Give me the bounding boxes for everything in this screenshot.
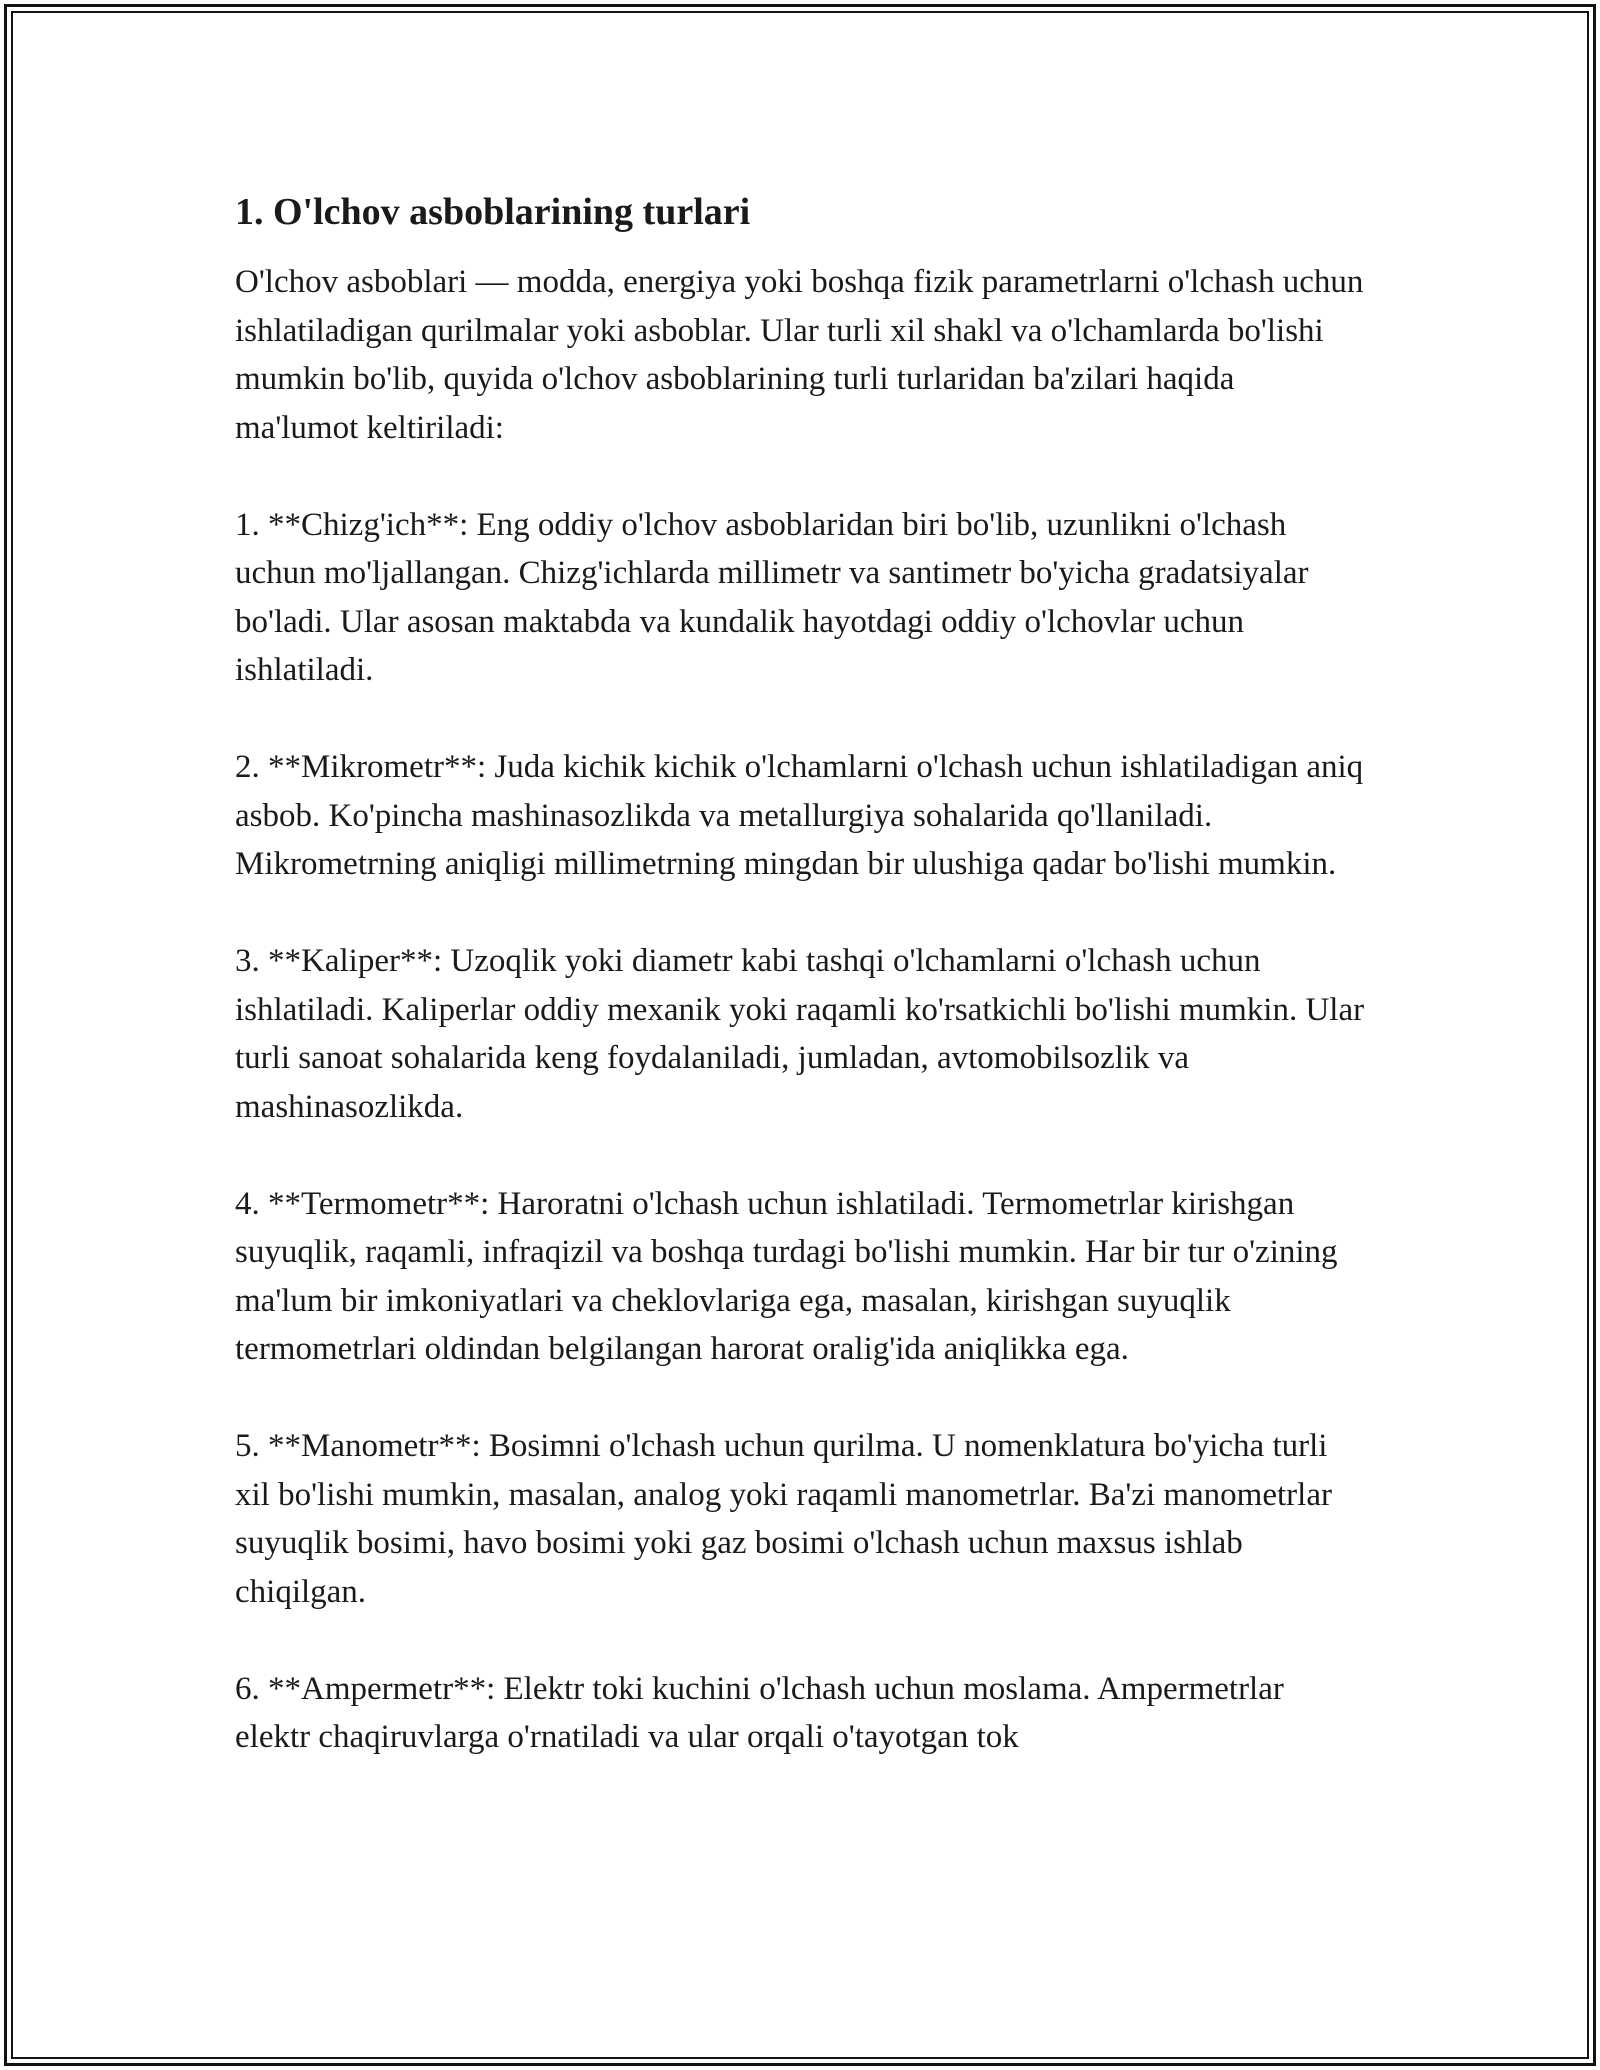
- list-item-thermometer: 4. **Termometr**: Haroratni o'lchash uchun ishlatiladi. Termometrlar kirishgan suyuqlik, raqamli, infraqizil va boshqa turdagi bo'lishi mumkin. Har bir tur o'zining ma'lum bir imkoniyatlari va cheklovlariga ega, masalan, kirishgan suyuqlik termometrlari oldindan belgilangan harorat oralig'ida aniqlikka ega.: [235, 1185, 1338, 1367]
- list-item-caliper: 3. **Kaliper**: Uzoqlik yoki diametr kabi tashqi o'lchamlarni o'lchash uchun ishlatiladi. Kaliperlar oddiy mexanik yoki raqamli ko'rsatkichli bo'lishi mumkin. Ular turli sanoat sohalarida keng foydalaniladi, jumladan, avtomobilsozlik va mashinasozlikda.: [235, 943, 1365, 1125]
- list-item-micrometer: 2. **Mikrometr**: Juda kichik kichik o'lchamlarni o'lchash uchun ishlatiladigan aniq asbob. Ko'pincha mashinasozlikda va metallurgiya sohalarida qo'llaniladi. Mikrometrning aniqligi millimetrning mingdan bir ulushiga qadar bo'lishi mumkin.: [235, 749, 1364, 882]
- list-item-ammeter: 6. **Ampermetr**: Elektr toki kuchini o'lchash uchun moslama. Ampermetrlar elektr chaqiruvlarga o'rnatiladi va ular orqali o'tayotgan tok: [235, 1670, 1284, 1755]
- list-item-ruler: 1. **Chizg'ich**: Eng oddiy o'lchov asboblaridan biri bo'lib, uzunlikni o'lchash uchun mo'ljallangan. Chizg'ichlarda millimetr va santimetr bo'yicha gradatsiyalar bo'ladi. Ular asosan maktabda va kundalik hayotdagi oddiy o'lchovlar uchun ishlatiladi.: [235, 506, 1309, 688]
- document-body: [235, 188, 1365, 1762]
- list-item-manometer: 5. **Manometr**: Bosimni o'lchash uchun qurilma. U nomenklatura bo'yicha turli xil bo'lishi mumkin, masalan, analog yoki raqamli manometrlar. Ba'zi manometrlar suyuqlik bosimi, havo bosimi yoki gaz bosimi o'lchash uchun maxsus ishlab chiqilgan.: [235, 1428, 1332, 1610]
- intro-paragraph: O'lchov asboblari — modda, energiya yoki boshqa fizik parametrlarni o'lchash uchun ishlatiladigan qurilmalar yoki asboblar. Ular turli xil shakl va o'lchamlarda bo'lishi mumkin bo'lib, quyida o'lchov asboblarining turli turlaridan ba'zilari haqida ma'lumot keltiriladi:: [235, 264, 1364, 446]
- section-heading: 1. O'lchov asboblarining turlari: [235, 191, 751, 233]
